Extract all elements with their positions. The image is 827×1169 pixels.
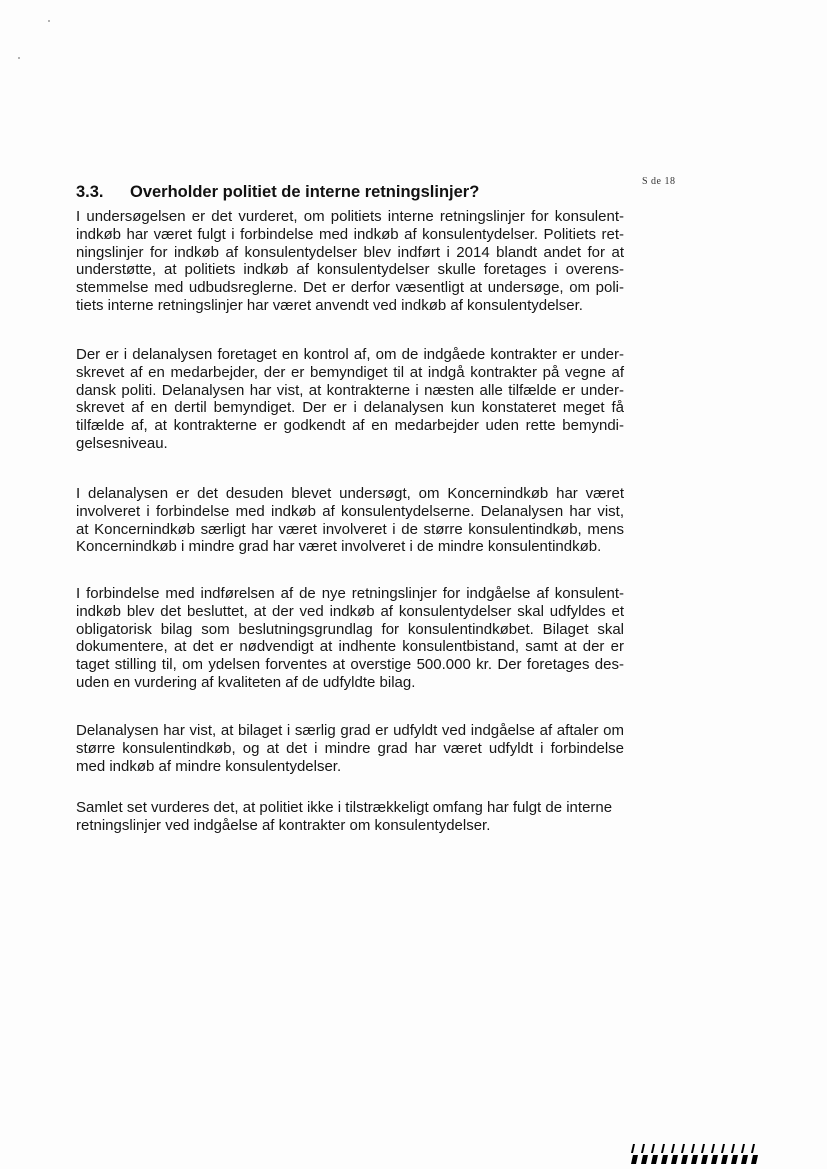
text-line: stemmelse med udbudsreglerne. Det er derfor væsentligt at undersøge, om poli-: [76, 279, 624, 297]
section-heading: [76, 183, 636, 202]
text-line: I undersøgelsen er det vurderet, om politiets interne retningslinjer for konsulent-: [76, 208, 624, 225]
text-line: med indkøb af mindre konsulentydelser.: [76, 757, 342, 775]
page-number: S de 18: [642, 176, 676, 187]
text-line: tiets interne retningslinjer har været anvendt ved indkøb af konsulentydelser.: [76, 296, 583, 314]
scan-speck: [18, 57, 20, 59]
text-line: at Koncernindkøb særligt har været involveret i de større konsulentindkøb, mens: [76, 520, 624, 538]
text-line: obligatorisk bilag som beslutningsgrundlag for konsulentindkøbet. Bilaget skal: [76, 620, 624, 638]
text-line: involveret i forbindelse med indkøb af konsulentydelserne. Delanalysen har vist,: [76, 502, 624, 520]
text-line: Samlet set vurderes det, at politiet ikke i tilstrækkeligt omfang har fulgt de interne: [76, 799, 613, 816]
text-line: dokumentere, at det er nødvendigt at indhente konsulentbistand, samt at der er: [76, 638, 624, 656]
text-line: Der er i delanalysen foretaget en kontrol af, om de indgåede kontrakter er under-: [76, 346, 624, 363]
paragraph: [76, 799, 624, 835]
text-line: indkøb har været fulgt i forbindelse med indkøb af konsulentydelser. Politiets ret-: [76, 225, 624, 243]
text-line: taget stilling til, om ydelsen forventes at overstige 500.000 kr. Der foretages des-: [76, 656, 624, 674]
section-number: 3.3.: [76, 183, 104, 201]
text-line: Koncernindkøb i mindre grad har været involveret i de mindre konsulentindkøb.: [76, 538, 602, 556]
text-line: I delanalysen er det desuden blevet undersøgt, om Koncernindkøb har været: [76, 485, 624, 502]
text-line: gelsesniveau.: [76, 434, 168, 452]
text-line: skrevet af en medarbejder, der er bemyndiget til at indgå kontrakter på vegne af: [76, 363, 624, 381]
text-line: ningslinjer for indkøb af konsulentydelser blev indført i 2014 blandt andet for at: [76, 243, 624, 261]
text-line: større konsulentindkøb, og at det i mindre grad har været udfyldt i forbindelse: [76, 739, 624, 757]
text-line: understøtte, at politiets indkøb af konsulentydelser skulle foretages i overens-: [76, 261, 624, 279]
paragraph: [76, 208, 624, 315]
text-line: tilfælde af, at kontrakterne er godkendt af en medarbejder uden rette bemyndi-: [76, 417, 624, 435]
text-line: I forbindelse med indførelsen af de nye retningslinjer for indgåelse af konsulent-: [76, 585, 624, 602]
text-line: dansk politi. Delanalysen har vist, at kontrakterne i næsten alle tilfælde er under-: [76, 381, 624, 399]
section-title: Overholder politiet de interne retningslinjer?: [130, 183, 480, 201]
text-line: indkøb blev det besluttet, at der ved indkøb af konsulentydelser skal udfyldes et: [76, 602, 624, 620]
scan-speck: [48, 20, 50, 22]
text-line: skrevet af en dertil bemyndiget. Der er i delanalysen kun konstateret meget få: [76, 399, 624, 417]
paragraph: [76, 485, 624, 556]
paragraph: [76, 346, 624, 453]
paragraph: [76, 585, 624, 692]
text-line: Delanalysen har vist, at bilaget i særlig grad er udfyldt ved indgåelse af aftaler om: [76, 722, 624, 739]
paragraph: [76, 722, 624, 775]
text-line: uden en vurdering af kvaliteten af de udfyldte bilag.: [76, 673, 416, 691]
barcode-icon: [630, 1144, 764, 1164]
text-line: retningslinjer ved indgåelse af kontrakter om konsulentydelser.: [76, 816, 491, 834]
